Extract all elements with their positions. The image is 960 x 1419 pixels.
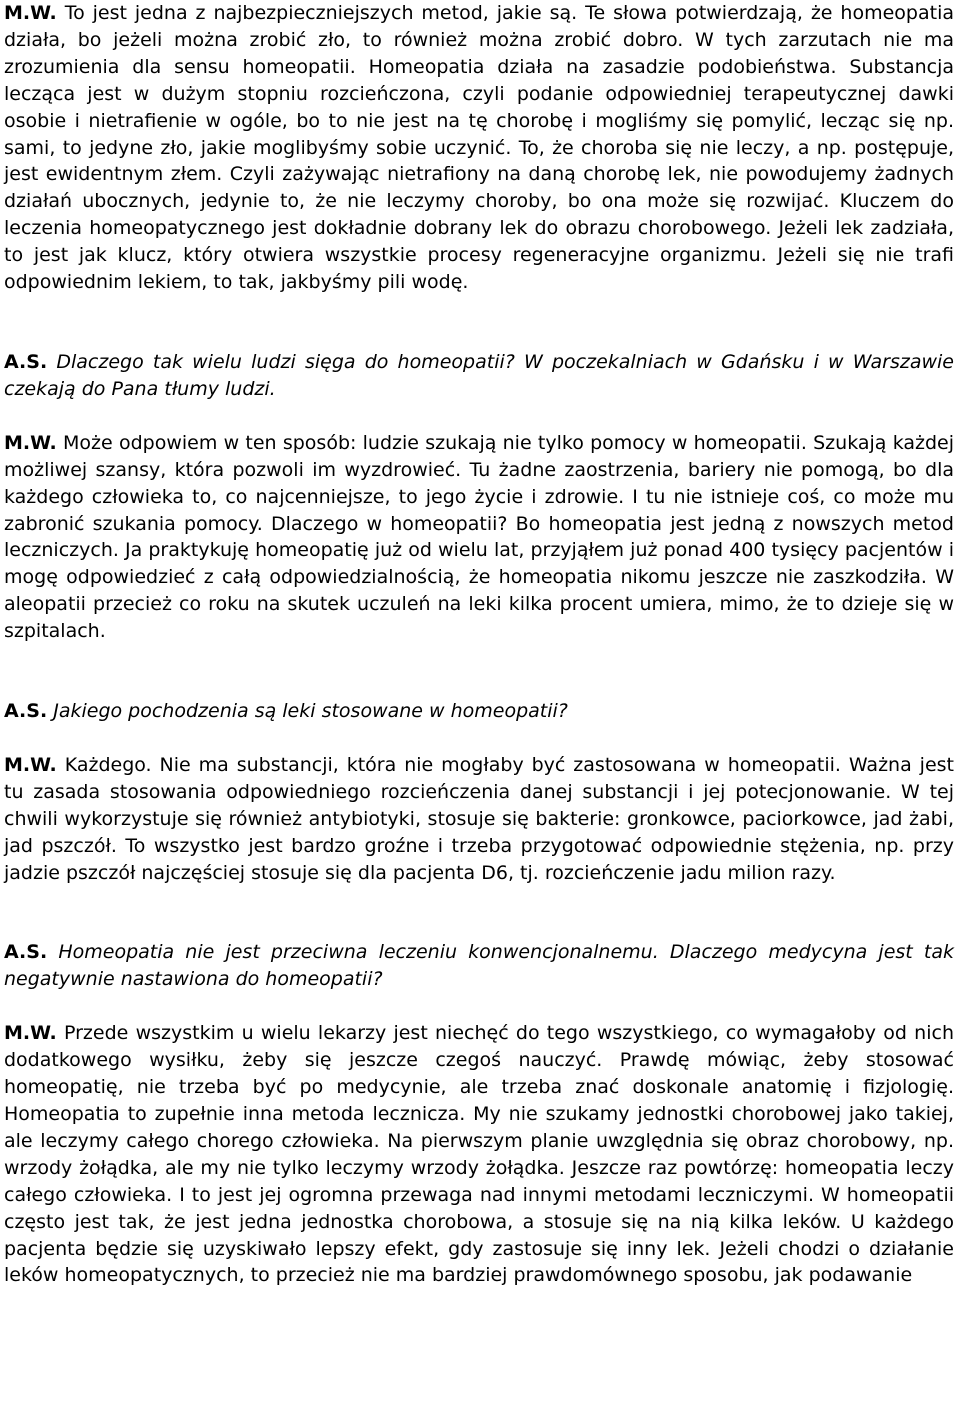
speaker-label: M.W.: [4, 753, 57, 776]
question-paragraph: [4, 698, 954, 725]
answer-paragraph: [4, 0, 954, 296]
question-text: Jakiego pochodzenia są leki stosowane w homeopatii?: [53, 700, 568, 723]
answer-text: Może odpowiem w ten sposób: ludzie szukają nie tylko pomocy w homeopatii. Szukają każdej możliwej szansy, która pozwoli im wyzdrowieć. Tu żadne zaostrzenia, bariery nie pomogą, bo dla każdego człowieka to, co najcenniejsze, to jego życie i zdrowie. I tu nie istnieje coś, co może mu zabronić szukania pomocy. Dlaczego w homeopatii? Bo homeopatia jest jedną z nowszych metod leczniczych. Ja praktykuję homeopatię już od wielu lat, przyjąłem już ponad 400 tysięcy pacjentów i mogę odpowiedzieć z całą odpowiedzialnością, że homeopatia nikomu jeszcze nie zaszkodziła. W aleopatii przecież co roku na skutek uczuleń na leki kilka procent umiera, mimo, że to dzieje się w szpitalach.: [4, 431, 955, 643]
answer-text: Przede wszystkim u wielu lekarzy jest niechęć do tego wszystkiego, co wymagałoby od nich dodatkowego wysiłku, żeby się jeszcze czegoś nauczyć. Prawdę mówiąc, żeby stosować homeopatię, nie trzeba być po medycynie, ale trzeba znać doskonale anatomię i fizjologię. Homeopatia to zupełnie inna metoda lecznicza. My nie szukamy jednostki chorobowej jako takiej, ale leczymy całego chorego człowieka. Na pierwszym planie uwzględnia się obraz chorobowy, np. wrzody żołądka, ale my nie tylko leczymy wrzody żołądka. Jeszcze raz powtórzę: homeopatia leczy całego człowieka. I to jest jej ogromna przewaga nad innymi metodami leczniczymi. W homeopatii często jest tak, że jest jedna jednostka chorobowa, a stosuje się na nią kilka leków. U każdego pacjenta będzie się uzyskiwało lepszy efekt, gdy zastosuje się inny lek. Jeżeli chodzi o działanie leków homeopatycznych, to przecież nie ma bardziej prawdomównego sposobu, jak podawanie: [4, 1022, 954, 1287]
question-paragraph: [4, 349, 954, 403]
speaker-label: A.S.: [4, 700, 48, 723]
answer-paragraph: [4, 1020, 954, 1289]
speaker-label: M.W.: [4, 431, 57, 454]
answer-text: Każdego. Nie ma substancji, która nie mogłaby być zastosowana w homeopatii. Ważna jest tu zasada stosowania odpowiedniego rozcieńczenia danej substancji i jej potecjonowanie. W tej chwili wykorzystuje się również antybiotyki, stosuje się bakterie: gronkowce, paciorkowce, jad żabi, jad pszczół. To wszystko jest bardzo groźne i trzeba przygotować odpowiednie stężenia, np. przy jadzie pszczół najczęściej stosuje się dla pacjenta D6, tj. rozcieńczenie jadu milion razy.: [4, 753, 954, 884]
interview-page: [4, 0, 954, 1289]
question-paragraph: [4, 939, 954, 993]
question-text: Homeopatia nie jest przeciwna leczeniu konwencjonalnemu. Dlaczego medycyna jest tak negatywnie nastawiona do homeopatii?: [4, 941, 954, 991]
answer-text: To jest jedna z najbezpieczniejszych metod, jakie są. Te słowa potwierdzają, że homeopatia działa, bo jeżeli można zrobić zło, to również można zrobić dobro. W tych zarzutach nie ma zrozumienia dla sensu homeopatii. Homeopatia działa na zasadzie podobieństwa. Substancja lecząca jest w dużym stopniu rozcieńczona, czyli podanie odpowiedniej terapeutycznej dawki osobie i nietrafienie w ogóle, bo to nie jest na tę chorobę i mogliśmy się pomylić, lecząc się np. sami, to jedyne zło, jakie moglibyśmy sobie uczynić. To, że choroba się nie leczy, a np. postępuje, jest ewidentnym złem. Czyli zażywając nietrafiony na daną chorobę lek, nie powodujemy żadnych działań ubocznych, jedynie to, że nie leczymy choroby, bo ona może się rozwijać. Kluczem do leczenia homeopatycznego jest dokładnie dobrany lek do obrazu chorobowego. Jeżeli lek zadziała, to jest jak klucz, który otwiera wszystkie procesy regeneracyjne organizmu. Jeżeli się nie trafi odpowiednim lekiem, to tak, jakbyśmy pili wodę.: [4, 2, 954, 294]
answer-paragraph: [4, 752, 954, 887]
paragraph-gap: [4, 993, 954, 1020]
answer-paragraph: [4, 430, 954, 645]
paragraph-gap: [4, 886, 954, 939]
speaker-label: A.S.: [4, 941, 48, 964]
speaker-label: M.W.: [4, 2, 57, 24]
speaker-label: M.W.: [4, 1022, 57, 1045]
paragraph-gap: [4, 645, 954, 698]
question-text: Dlaczego tak wielu ludzi sięga do homeopatii? W poczekalniach w Gdańsku i w Warszawie czekają do Pana tłumy ludzi.: [4, 350, 954, 400]
speaker-label: A.S.: [4, 350, 48, 373]
paragraph-gap: [4, 296, 954, 349]
paragraph-gap: [4, 403, 954, 430]
paragraph-gap: [4, 725, 954, 752]
